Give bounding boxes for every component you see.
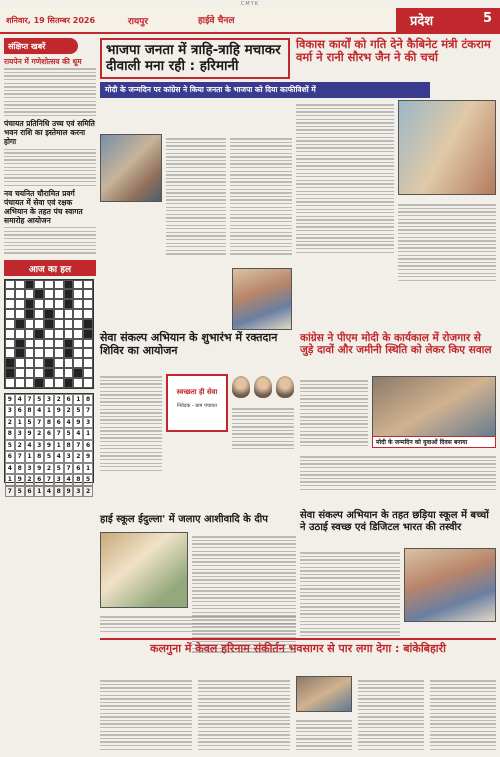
sudoku-cell: 9 [73,417,83,429]
article-tankaram [296,38,496,64]
sudoku-cell: 1 [73,394,83,406]
crossword-cell [15,289,25,299]
sudoku-cell: 1 [83,428,93,440]
crossword-cell [34,339,44,349]
portrait-photo-1 [232,376,250,398]
crossword-cell [44,319,54,329]
article-3-headline: सेवा संकल्प अभियान के शुभारंभ में रक्तदान शिविर का आयोजन [100,331,278,357]
sudoku-cell: 7 [5,486,15,498]
brief-2-text [4,149,96,186]
sudoku-cell: 2 [34,428,44,440]
article-7-text-e [430,678,496,752]
article-4-headline: कांग्रेस ने पीएम मोदी के कार्यकाल में रोजगार से जुड़े दावों और जमीनी स्थिति को लेकर किए सवाल [300,332,492,357]
article-6-text-a [300,550,400,639]
article-1-text-a [166,136,226,257]
crossword-cell [44,348,54,358]
sudoku-cell: 3 [73,486,83,498]
sudoku-cell: 8 [83,394,93,406]
sudoku-cell: 6 [15,405,25,417]
article-blood-donation [100,332,296,357]
sudoku-cell: 9 [15,474,25,486]
article-6-photo [404,548,496,622]
sudoku-cell: 9 [5,394,15,406]
sudoku-cell: 3 [15,428,25,440]
sudoku-cell: 3 [44,394,54,406]
portrait-photo-2 [254,376,272,398]
brief-3-title: नव चयनित चौरामित प्रवर्ग पंचायत में सेवा एवं रक्षक अभियान के तहत पंच स्वागत समारोह आयोजन [4,188,83,225]
crossword-cell [15,329,25,339]
crossword-cell [83,339,93,349]
sudoku-cell: 6 [83,440,93,452]
section-name: प्रदेश [410,14,434,29]
crossword-cell [73,309,83,319]
article-2-photo [398,100,496,195]
crossword-cell [15,368,25,378]
newspaper-brand: हाईवे चैनल [198,16,235,26]
crossword-cell [34,299,44,309]
sudoku-cell: 2 [15,440,25,452]
article-6-headline: सेवा संकल्प अभियान के तहत छड़िया स्कूल में बच्चों ने उठाई स्वच्छ एवं डिजिटल भारत की तस्वीर [300,510,489,533]
crossword-cell [54,309,64,319]
crossword-cell [83,280,93,290]
crossword-cell [15,358,25,368]
sudoku-cell: 8 [54,486,64,498]
sudoku-cell: 3 [83,417,93,429]
crossword-cell [64,358,74,368]
article-7-text-b [198,678,290,752]
sudoku-cell: 4 [5,463,15,475]
crossword-cell [73,299,83,309]
sudoku-cell: 5 [25,417,35,429]
sudoku-cell: 1 [5,474,15,486]
article-7-headline: कलगुना में केवल हरिनाम संकीर्तन भवसागर से पार लगा देगा : बांकेबिहारी [150,642,446,655]
crossword-cell [83,319,93,329]
article-cleanliness-school [300,510,496,533]
crossword-cell [5,358,15,368]
sudoku-cell: 2 [5,417,15,429]
crossword-cell [73,348,83,358]
crossword-cell [34,348,44,358]
crossword-cell [25,329,35,339]
sudoku-cell: 4 [25,440,35,452]
sudoku-cell: 5 [15,486,25,498]
sudoku-cell: 8 [64,440,74,452]
crossword-cell [54,358,64,368]
article-harinam [100,638,496,656]
crossword-cell [64,378,74,388]
crossword-cell [54,348,64,358]
sudoku-cell: 6 [25,486,35,498]
sudoku-cell: 9 [34,463,44,475]
crossword-cell [5,289,15,299]
crossword-cell [44,329,54,339]
sudoku-cell: 4 [34,405,44,417]
crossword-cell [5,319,15,329]
crossword-cell [54,280,64,290]
article-5-photo [100,532,188,608]
sudoku-cell: 4 [15,394,25,406]
crossword-cell [44,378,54,388]
crossword-cell [15,339,25,349]
sudoku-cell: 5 [34,394,44,406]
crossword-cell [83,309,93,319]
puzzle-solution-header: आज का हल [4,260,96,276]
crossword-cell [34,319,44,329]
crossword-cell [64,309,74,319]
sudoku-cell: 9 [64,486,74,498]
crossword-cell [25,289,35,299]
article-2-text-b [398,202,496,283]
sudoku-cell: 5 [83,474,93,486]
article-high-school [100,514,296,526]
sudoku-cell: 4 [44,486,54,498]
sudoku-cell: 6 [73,463,83,475]
crossword-cell [54,329,64,339]
crossword-grid [4,279,94,389]
sudoku-cell: 8 [15,463,25,475]
advertisement-box [166,374,228,432]
sudoku-cell: 1 [83,463,93,475]
sudoku-cell: 2 [25,474,35,486]
sudoku-cell: 1 [25,451,35,463]
article-2-headline: विकास कार्यों को गति देने कैबिनेट मंत्री टंकराम वर्मा ने रानी सौरभ जैन ने की चर्चा [296,37,491,65]
article-7-photo [296,676,352,712]
crossword-cell [34,309,44,319]
article-congress-jobs [300,332,496,356]
crossword-cell [83,378,93,388]
sudoku-cell: 2 [54,394,64,406]
crossword-cell [54,339,64,349]
sudoku-cell: 9 [54,405,64,417]
sudoku-cell: 3 [25,463,35,475]
article-4-text-b [300,454,496,492]
crossword-cell [25,368,35,378]
crossword-cell [44,368,54,378]
crossword-cell [83,348,93,358]
article-2-text-a [296,102,394,255]
sudoku-cell: 7 [34,417,44,429]
crossword-cell [34,378,44,388]
crossword-cell [73,319,83,329]
brief-1-title: रायपेन में गणेशोत्सव की धूम [4,57,82,66]
crossword-cell [64,280,74,290]
crossword-cell [34,368,44,378]
crossword-cell [64,299,74,309]
crossword-cell [44,280,54,290]
article-1-subheading: मोदी के जन्मदिन पर कांग्रेस ने किया जनता के भाजपा को दिया काफीविशों में [100,82,430,98]
article-3-text-b [232,406,294,451]
sudoku-cell: 2 [73,451,83,463]
crossword-cell [54,299,64,309]
sudoku-cell: 5 [5,440,15,452]
sudoku-cell: 5 [54,463,64,475]
sudoku-cell: 8 [73,474,83,486]
sudoku-cell: 8 [25,405,35,417]
article-1-photo [100,134,162,202]
crossword-cell [5,368,15,378]
crossword-cell [34,289,44,299]
crossword-cell [44,299,54,309]
crossword-cell [44,339,54,349]
sudoku-cell: 7 [54,428,64,440]
article-5-headline: हाई स्कूल ईदुल्ला' में जलाए आशीवादि के दीप [100,514,268,525]
sudoku-cell: 7 [64,463,74,475]
briefs-header: संक्षिप्त खबरें [4,38,78,54]
article-4-photo [372,376,496,442]
crossword-cell [73,329,83,339]
crossword-cell [64,368,74,378]
crossword-cell [25,319,35,329]
sudoku-grid [4,393,94,495]
article-5-text-b [100,614,296,634]
crossword-cell [83,289,93,299]
sudoku-cell: 7 [44,474,54,486]
crossword-cell [83,368,93,378]
article-5-text-a [192,534,296,655]
crossword-cell [73,378,83,388]
crossword-cell [64,348,74,358]
sudoku-cell: 6 [44,428,54,440]
crossword-cell [15,299,25,309]
crossword-cell [25,299,35,309]
crossword-cell [5,348,15,358]
left-column [4,38,96,750]
crossword-cell [73,339,83,349]
sudoku-cell: 1 [34,486,44,498]
sudoku-cell: 6 [54,417,64,429]
brief-2-title: पंचायत प्रतिनिधि उच्च एवं समिति भवन राशि का इस्तेमाल करना होगा [4,119,95,147]
crossword-cell [15,319,25,329]
crossword-cell [34,358,44,368]
sudoku-cell: 4 [54,451,64,463]
crossword-cell [64,319,74,329]
sudoku-cell: 6 [34,474,44,486]
crossword-cell [83,329,93,339]
article-1-text-b [230,136,292,257]
crossword-cell [73,289,83,299]
crossword-cell [15,309,25,319]
crossword-cell [25,309,35,319]
sudoku-cell: 1 [44,405,54,417]
page-number: 5 [482,11,492,26]
article-3-text [100,374,162,473]
crossword-cell [73,358,83,368]
sudoku-cell: 6 [64,394,74,406]
article-4-text-a [300,378,368,449]
crossword-cell [5,329,15,339]
ad-subtitle: निवेदक - ग्राम पंचायत [176,403,218,409]
sudoku-cell: 3 [34,440,44,452]
crossword-cell [25,378,35,388]
sudoku-cell: 4 [73,428,83,440]
crossword-cell [73,368,83,378]
sudoku-cell: 2 [83,486,93,498]
crossword-cell [64,329,74,339]
crossword-cell [73,280,83,290]
sudoku-cell: 4 [64,417,74,429]
crossword-cell [54,289,64,299]
sudoku-cell: 9 [25,428,35,440]
crossword-cell [5,339,15,349]
cmyk-mark: CMYK [240,1,260,7]
crossword-cell [15,348,25,358]
crossword-cell [44,289,54,299]
sudoku-cell: 2 [64,405,74,417]
sudoku-cell: 5 [73,405,83,417]
crossword-cell [15,280,25,290]
crossword-cell [83,358,93,368]
article-7-text-a [100,678,192,752]
crossword-cell [25,339,35,349]
crossword-cell [54,319,64,329]
brief-1-text [4,68,96,116]
sudoku-cell: 1 [54,440,64,452]
crossword-cell [25,358,35,368]
sudoku-cell: 5 [64,428,74,440]
sudoku-cell: 8 [34,451,44,463]
sudoku-cell: 7 [73,440,83,452]
article-hariman [100,38,316,98]
ad-title: स्वच्छता ही सेवा [176,388,218,396]
sudoku-cell: 5 [44,451,54,463]
crossword-cell [5,309,15,319]
crossword-cell [34,280,44,290]
sudoku-cell: 2 [44,463,54,475]
crossword-cell [5,378,15,388]
crossword-cell [54,368,64,378]
article-7-text-d [358,678,424,752]
crossword-cell [44,358,54,368]
sudoku-cell: 7 [83,405,93,417]
crossword-cell [15,378,25,388]
masthead [0,8,500,34]
crossword-cell [54,378,64,388]
sudoku-cell: 3 [64,451,74,463]
crossword-cell [44,309,54,319]
crossword-cell [5,299,15,309]
section-tab [396,8,500,32]
article-7-text-c [296,718,352,753]
crossword-cell [34,329,44,339]
portrait-photo-3 [276,376,294,398]
edition-city: रायपुर [128,17,149,27]
issue-date: शनिवार, 19 सितम्बर 2026 [6,16,96,25]
article-1-headline: भाजपा जनता में त्राहि-त्राहि मचाकर दीवाली मना रही : हरिमानी [100,38,290,79]
article-1-photo-2 [232,268,292,330]
crossword-cell [64,339,74,349]
brief-3-text [4,227,96,253]
crossword-cell [5,280,15,290]
crossword-cell [25,348,35,358]
sudoku-cell: 1 [15,417,25,429]
crossword-cell [83,299,93,309]
sudoku-cell: 9 [44,440,54,452]
sudoku-cell: 3 [5,405,15,417]
article-4-caption: मोदी के जन्मदिन को युवाओं दिवस बनाया [372,436,496,448]
sudoku-cell: 8 [44,417,54,429]
sudoku-cell: 7 [25,394,35,406]
sudoku-cell: 4 [64,474,74,486]
crossword-cell [64,289,74,299]
sudoku-cell: 9 [83,451,93,463]
sudoku-cell: 3 [54,474,64,486]
sudoku-cell: 7 [15,451,25,463]
sudoku-cell: 8 [5,428,15,440]
sudoku-cell: 6 [5,451,15,463]
crossword-cell [25,280,35,290]
